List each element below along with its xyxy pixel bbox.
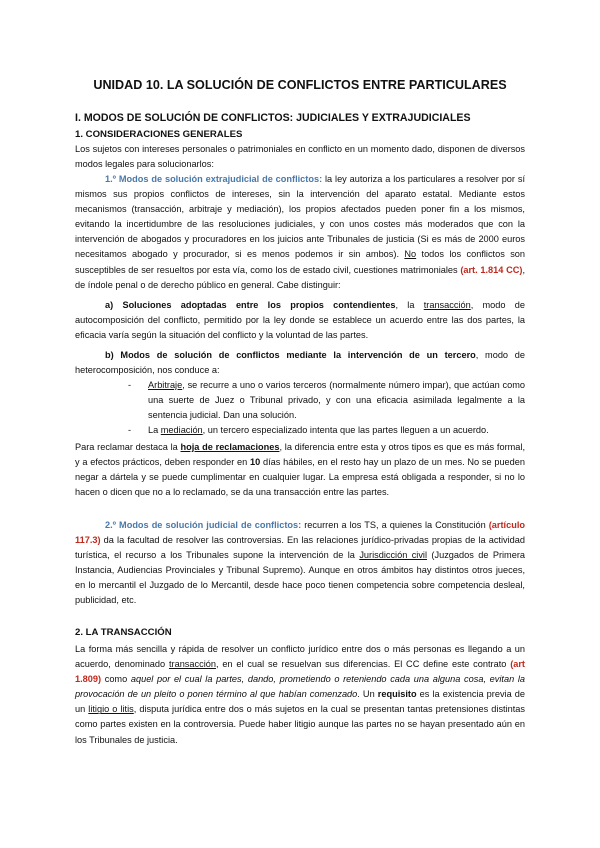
option-b-paragraph: b) Modos de solución de conflictos mediante la intervención de un tercero, modo de heterocomposición, nos conduce a: <box>75 350 526 376</box>
extrajudicial-label: 1.º Modos de solución extrajudicial de conflictos: <box>105 174 323 184</box>
section-heading: I. MODOS DE SOLUCIÓN DE CONFLICTOS: JUDICIALES Y EXTRAJUDICIALES <box>75 112 471 124</box>
legal-reference: (artículo 117.3) <box>75 520 525 546</box>
transaccion-paragraph: La forma más sencilla y rápida de resolver un conflicto jurídico entre dos o más personas es llegando a un acuerdo, denominado transacción, en el cual se resuelvan sus diferencias. El CC define este contrato (art 1.809) como aquel por el cual la partes, dando, prometiendo o reteniendo cada una alguna cosa, evitan la provocación de un pleito o ponen término al que habían comenzado. Un requisito es la existencia previa de un litigio o litis, disputa jurídica entre dos o más sujetos en la cual se presentan tantas pretensiones distintas como partes existen en la controversia. Puede haber litigio aunque las partes no se hayan presentado aún en los Tribunales de justicia. <box>75 644 526 745</box>
option-a-paragraph: a) Soluciones adoptadas entre los propios contendientes, la transacción, modo de autocomposición del conflicto, permitido por la ley donde se establece un acuerdo entre las dos partes, la eficacia varía según la situación del conflicto y la voluntad de las partes. <box>75 300 525 341</box>
legal-reference: (art. 1.814 CC) <box>460 264 523 275</box>
intro-paragraph: Los sujetos con intereses personales o patrimoniales en conflicto en un momento dado, disponen de diversos modos legales para solucionarlos: <box>75 144 525 170</box>
legal-reference: (art 1.809) <box>75 659 525 685</box>
section-heading-transaccion: 2. LA TRANSACCIÓN <box>75 627 172 638</box>
reclamaciones-paragraph: Para reclamar destaca la hoja de reclamaciones, la diferencia entre esta y otros tipos es que es más formal, y a efectos prácticos, deben responder en 10 días hábiles, en el resto hay un plazo de un mes. No se pueden negar a dártela y se puede cumplimentar en cualquier lugar. La empresa está obligada a responder, si no lo hacen o dicen que no a lo reclamado, se da una transacción entre las partes. <box>75 442 525 498</box>
list-bullet: - <box>128 425 132 435</box>
page-title: UNIDAD 10. LA SOLUCIÓN DE CONFLICTOS ENTRE PARTICULARES <box>93 78 507 92</box>
judicial-label: 2.º Modos de solución judicial de conflictos: <box>105 520 302 530</box>
list-item-arbitraje: Arbitraje, se recurre a uno o varios terceros (normalmente número impar), que actúan como una suerte de Juez o Tribunal privado, y con una eficacia asimilada legalmente a la sentencia judicial. Dan una solución. <box>148 380 525 421</box>
judicial-paragraph: 2.º Modos de solución judicial de conflictos: recurren a los TS, a quienes la Constitución (artículo 117.3) da la facultad de resolver las controversias. En las relaciones jurídico-privadas propias de la actividad turística, el recurso a los Tribunales supone la intervención de la Jurisdicción civil (Juzgados de Primera Instancia, Audiencias Provinciales y Tribunal Supremo). Aunque en otros ámbitos hay distintos otros jueces, en lo mercantil el Juzgado de lo Mercantil, desde hace poco tienen competencia sobre competencia desleal, publicidad, etc. <box>75 520 525 606</box>
extrajudicial-paragraph: 1.º Modos de solución extrajudicial de conflictos: la ley autoriza a los particulares a resolver por sí mismos sus propios conflictos de intereses, sin la intervención del aparato estatal. Mediante estos mecanismos (transacción, arbitraje y mediación), los propios afectados pueden poner fin a los mismos, evitando la incertidumbre de las resoluciones judiciales, y con unos costes más moderados que con la intervención de abogados y procuradores en los juicios ante Tribunales de justicia (Si es más de 2000 euros necesitamos abogado y procurador, si es menos podemos ir sin ambos). No todos los conflictos son susceptibles de ser resueltos por esta vía, como los de estado civil, cuestiones matrimoniales (art. 1.814 CC), de índole penal o de derecho público en general. Cabe distinguir: <box>75 174 526 290</box>
list-bullet: - <box>128 380 132 390</box>
list-item-mediacion: La mediación, un tercero especializado intenta que las partes lleguen a un acuerdo. <box>148 425 489 435</box>
subsection-heading: 1. CONSIDERACIONES GENERALES <box>75 129 243 140</box>
